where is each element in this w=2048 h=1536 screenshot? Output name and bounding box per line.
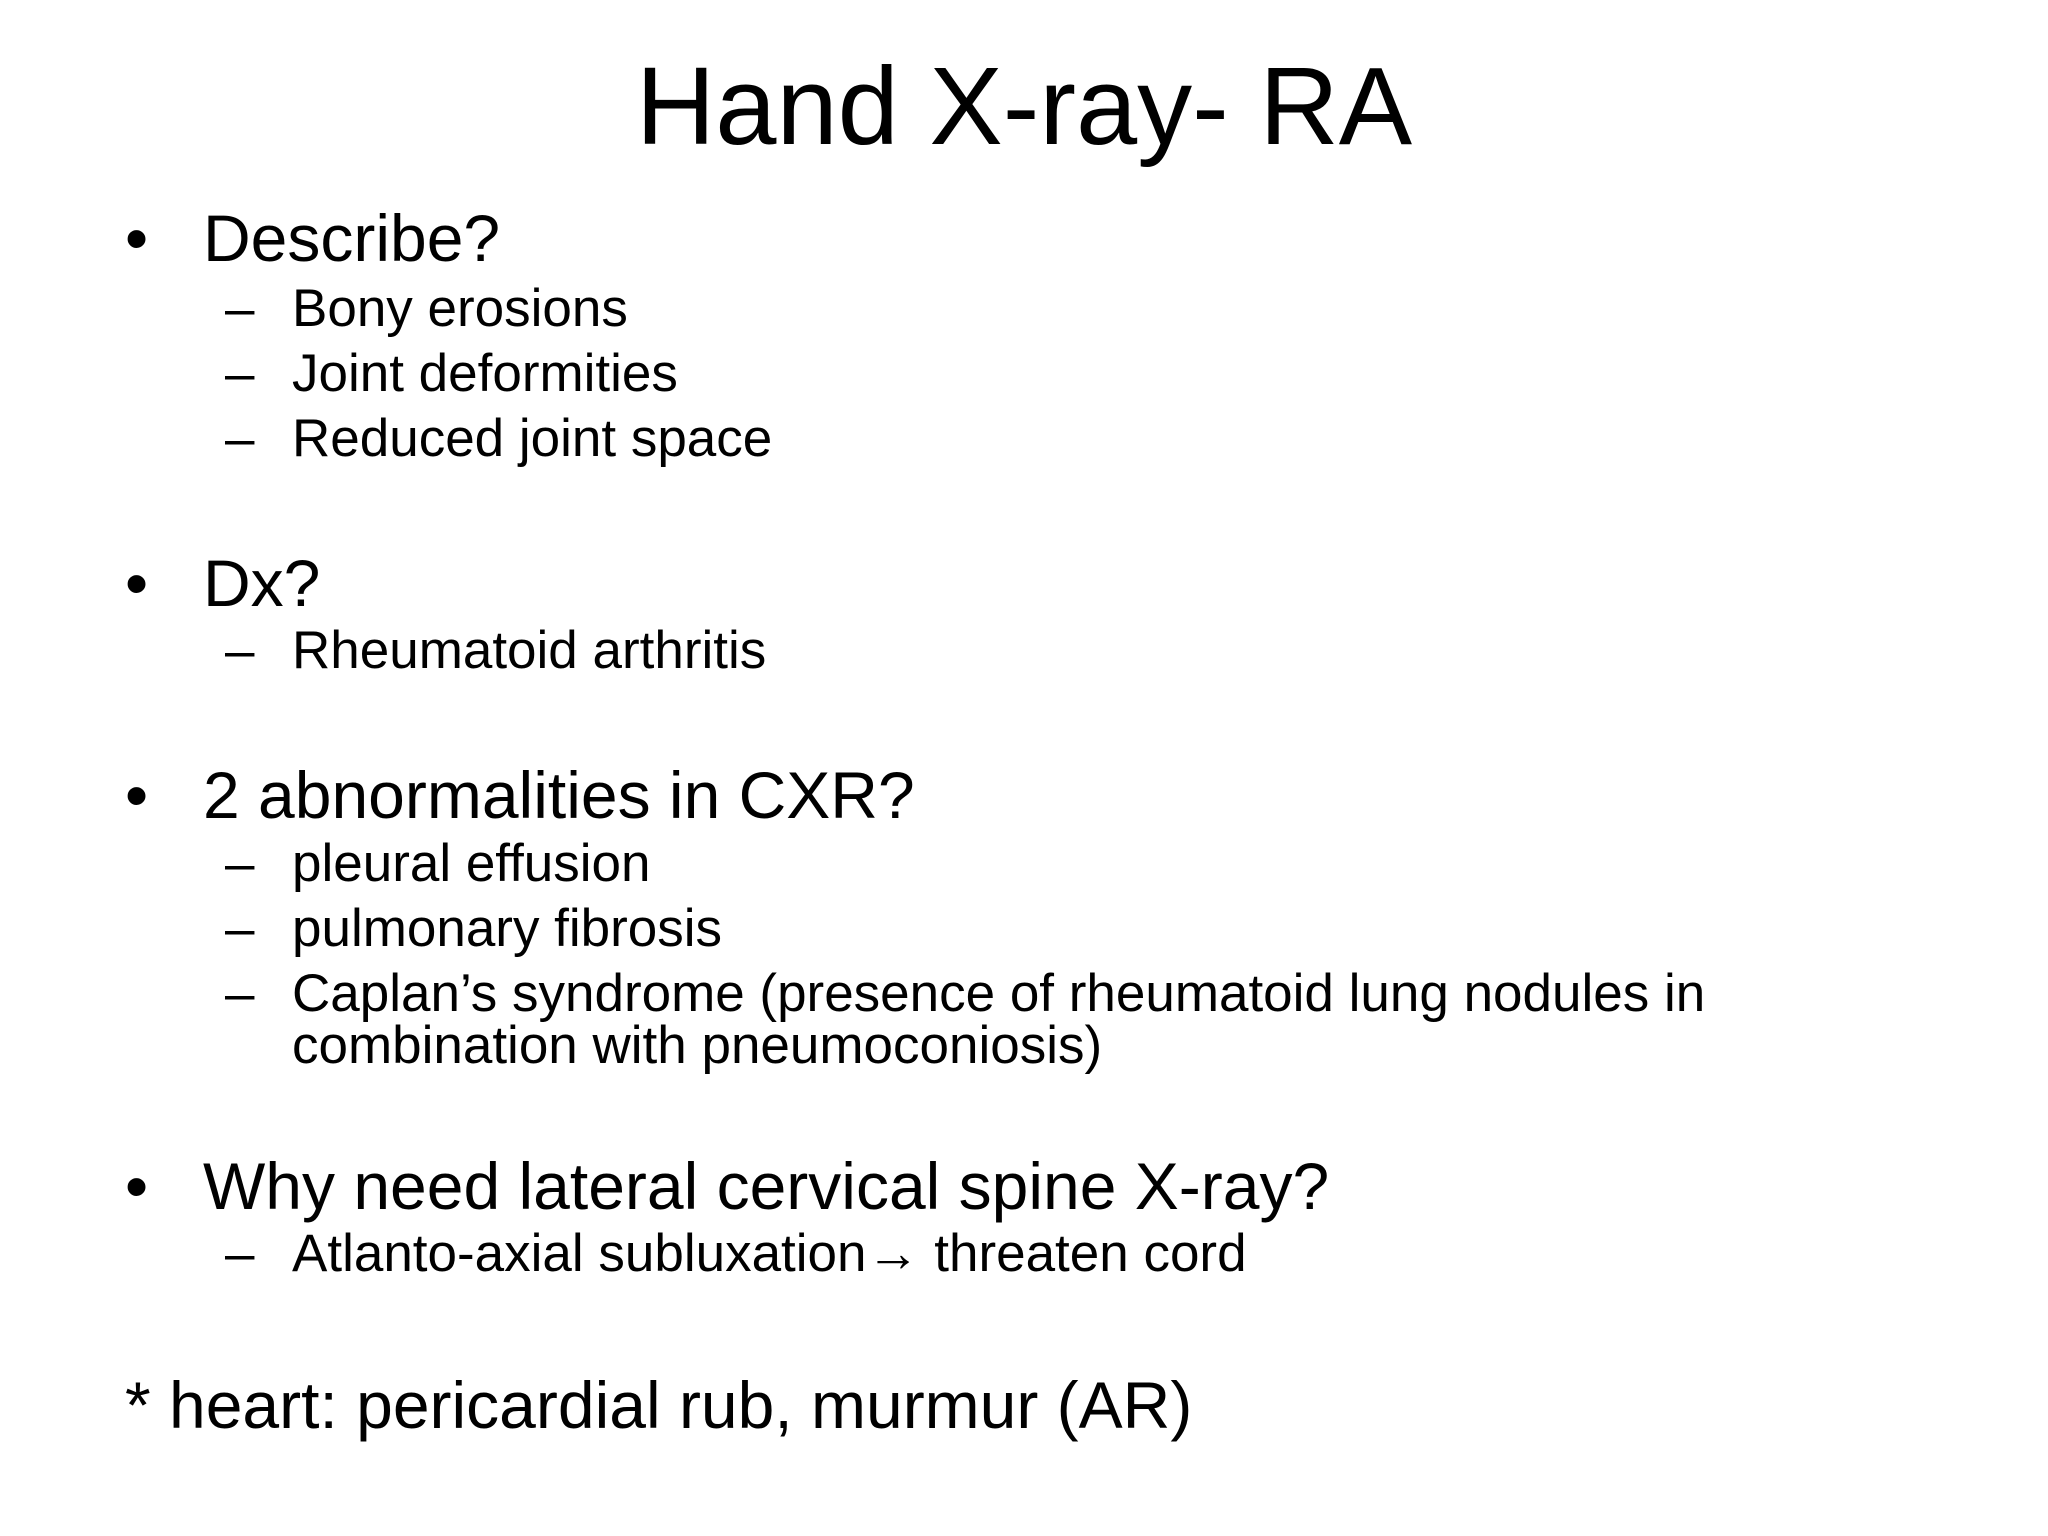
bullet-text: 2 abnormalities in CXR? — [203, 758, 915, 832]
heart-note: * heart: pericardial rub, murmur (AR) — [125, 1368, 1193, 1442]
bullet-marker: • — [125, 546, 149, 620]
sub-text: Bony erosions — [292, 279, 628, 338]
sub-marker: – — [225, 1224, 255, 1283]
sub-marker: – — [225, 409, 255, 468]
sub-text: pulmonary fibrosis — [292, 899, 723, 958]
bullet-text: Why need lateral cervical spine X-ray? — [203, 1149, 1330, 1223]
sub-marker: – — [225, 344, 255, 403]
sub-text: Atlanto-axial subluxation→ threaten cord — [292, 1224, 1247, 1283]
sub-text: Reduced joint space — [292, 409, 773, 468]
sub-text: pleural effusion — [292, 834, 651, 893]
bullet-marker: • — [125, 1149, 149, 1223]
bullet-text: Dx? — [203, 546, 321, 620]
sub-marker: – — [225, 621, 255, 680]
bullet-text: Describe? — [203, 201, 501, 275]
sub-text: Joint deformities — [292, 344, 678, 403]
slide-title: Hand X-ray- RA — [635, 45, 1413, 168]
sub-marker: – — [225, 279, 255, 338]
sub-text: combination with pneumoconiosis) — [292, 1016, 1103, 1075]
sub-marker: – — [225, 964, 255, 1023]
sub-marker: – — [225, 834, 255, 893]
bullet-marker: • — [125, 201, 149, 275]
sub-marker: – — [225, 899, 255, 958]
bullet-marker: • — [125, 758, 149, 832]
sub-text: Caplan’s syndrome (presence of rheumatoid lung nodules in — [292, 964, 1706, 1023]
sub-text: Rheumatoid arthritis — [292, 621, 767, 680]
